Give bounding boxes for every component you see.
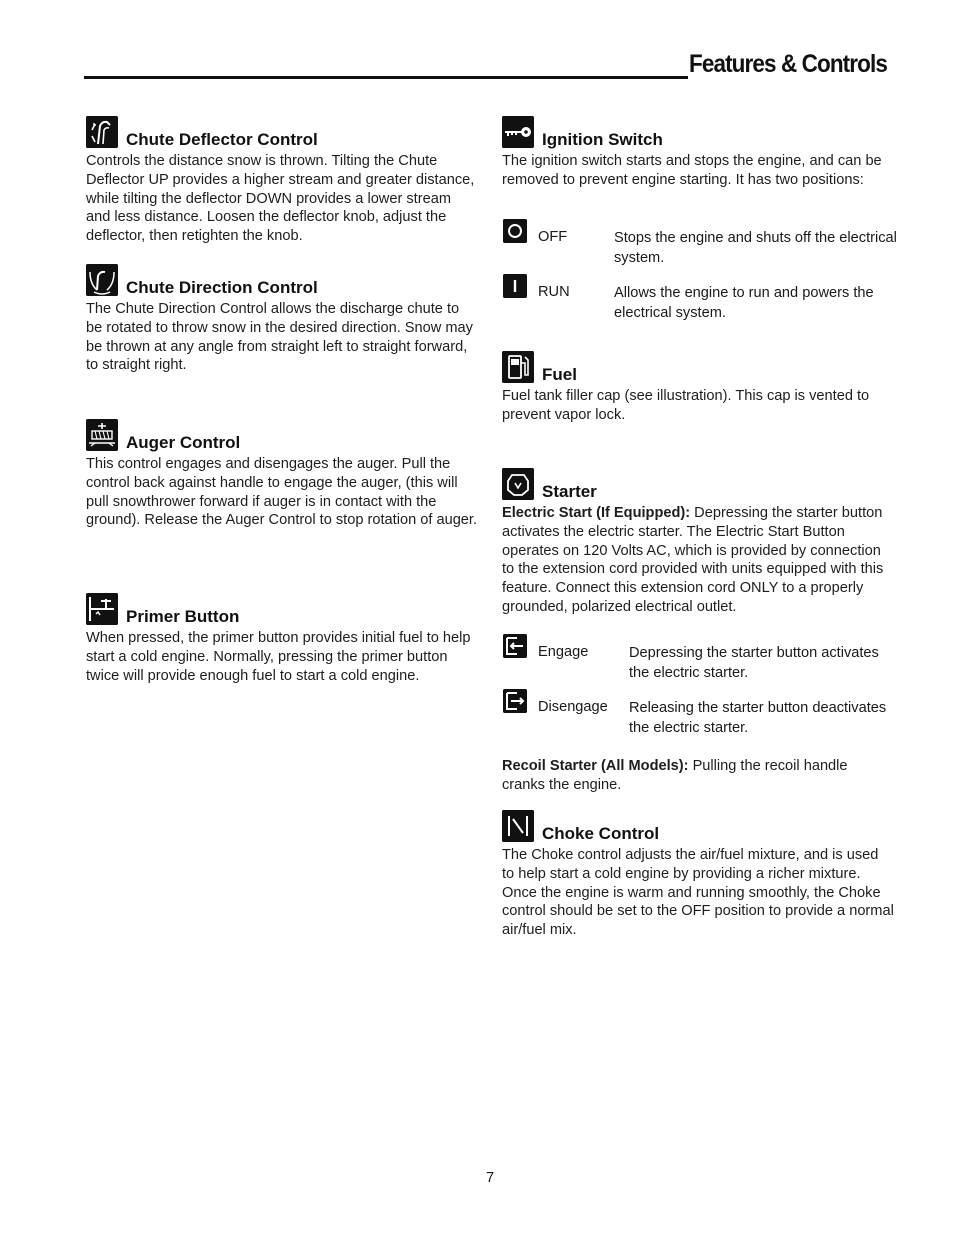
ignition-key-icon — [502, 116, 534, 148]
electric-start-text: Depressing the starter button activates the electric starter. The Electric Start Button operates on 120 Volts AC, which is provided by connection to the extension cord provided with units equipped with this feature. Connect this extension cord ONLY to a properly grounded, polarized electrical outlet. — [502, 505, 884, 615]
page-title: Features & Controls — [689, 50, 887, 78]
section-primer — [86, 593, 478, 685]
fuel-pump-icon — [502, 351, 534, 383]
section-title: Fuel — [542, 365, 577, 384]
option-label: Disengage — [538, 699, 608, 715]
electric-start-label: Electric Start (If Equipped): — [502, 505, 691, 521]
off-icon — [503, 219, 527, 243]
section-choke — [502, 810, 894, 940]
section-body — [502, 504, 894, 617]
option-description: Depressing the starter button activates the electric starter. — [629, 645, 879, 681]
recoil-starter-text: Pulling the recoil handle cranks the engine. — [502, 758, 848, 793]
option-label: OFF — [538, 229, 568, 245]
section-body — [502, 757, 894, 795]
section-recoil-starter — [502, 755, 894, 795]
chute-direction-icon — [86, 264, 118, 296]
section-body: Controls the distance snow is thrown. Tilting the Chute Deflector UP provides a higher stream and greater distance, while tilting the deflector DOWN provides a lower stream and less distance. Loosen the deflector knob, adjust the deflector, then retighten the knob. — [86, 153, 475, 245]
engage-icon — [503, 634, 527, 658]
option-label: RUN — [538, 284, 570, 300]
section-title: Chute Deflector Control — [126, 130, 318, 149]
section-body: Fuel tank filler cap (see illustration). This cap is vented to prevent vapor lock. — [502, 388, 870, 423]
section-body: The Chute Direction Control allows the discharge chute to be rotated to throw snow in the desired direction. Snow may be thrown at any angle from straight left to straight forward, to straight right. — [86, 301, 473, 374]
section-starter — [502, 468, 894, 617]
option-description: Allows the engine to run and powers the electrical system. — [614, 285, 874, 321]
option-label: Engage — [538, 644, 589, 660]
section-title: Auger Control — [126, 433, 241, 452]
section-auger — [86, 419, 478, 530]
section-chute-direction — [86, 264, 478, 375]
section-chute-deflector — [86, 116, 478, 246]
section-title: Choke Control — [542, 824, 660, 843]
engine-starter-icon — [502, 468, 534, 500]
section-fuel — [502, 351, 894, 425]
disengage-icon — [503, 689, 527, 713]
section-body: The ignition switch starts and stops the engine, and can be removed to prevent engine starting. It has two positions: — [502, 153, 882, 188]
chute-deflector-icon — [86, 116, 118, 148]
option-description: Stops the engine and shuts off the electrical system. — [614, 230, 897, 266]
option-description: Releasing the starter button deactivates the electric starter. — [629, 700, 887, 736]
page-number: 7 — [486, 1170, 495, 1186]
section-title: Starter — [542, 482, 597, 501]
section-body: This control engages and disengages the auger. Pull the control back against handle to engage the auger, (this will pull snowthrower forward if auger is in contact with the ground). Release the Auger Control to stop rotation of auger. — [86, 456, 478, 529]
section-body: The Choke control adjusts the air/fuel mixture, and is used to help start a cold engine by providing a richer mixture. Once the engine is warm and running smoothly, the Choke control should be set to the OFF position to provide a normal air/fuel mix. — [502, 847, 894, 939]
run-icon — [503, 274, 527, 298]
header-rule — [84, 76, 688, 79]
primer-icon — [86, 593, 118, 625]
auger-icon — [86, 419, 118, 451]
recoil-starter-label: Recoil Starter (All Models): — [502, 758, 689, 774]
section-ignition — [502, 116, 894, 190]
section-title: Chute Direction Control — [126, 278, 318, 297]
section-title: Primer Button — [126, 607, 240, 626]
section-body: When pressed, the primer button provides initial fuel to help start a cold engine. Normally, pressing the primer button twice will provide enough fuel to start a cold engine. — [86, 630, 471, 684]
choke-icon — [502, 810, 534, 842]
section-title: Ignition Switch — [542, 130, 663, 149]
